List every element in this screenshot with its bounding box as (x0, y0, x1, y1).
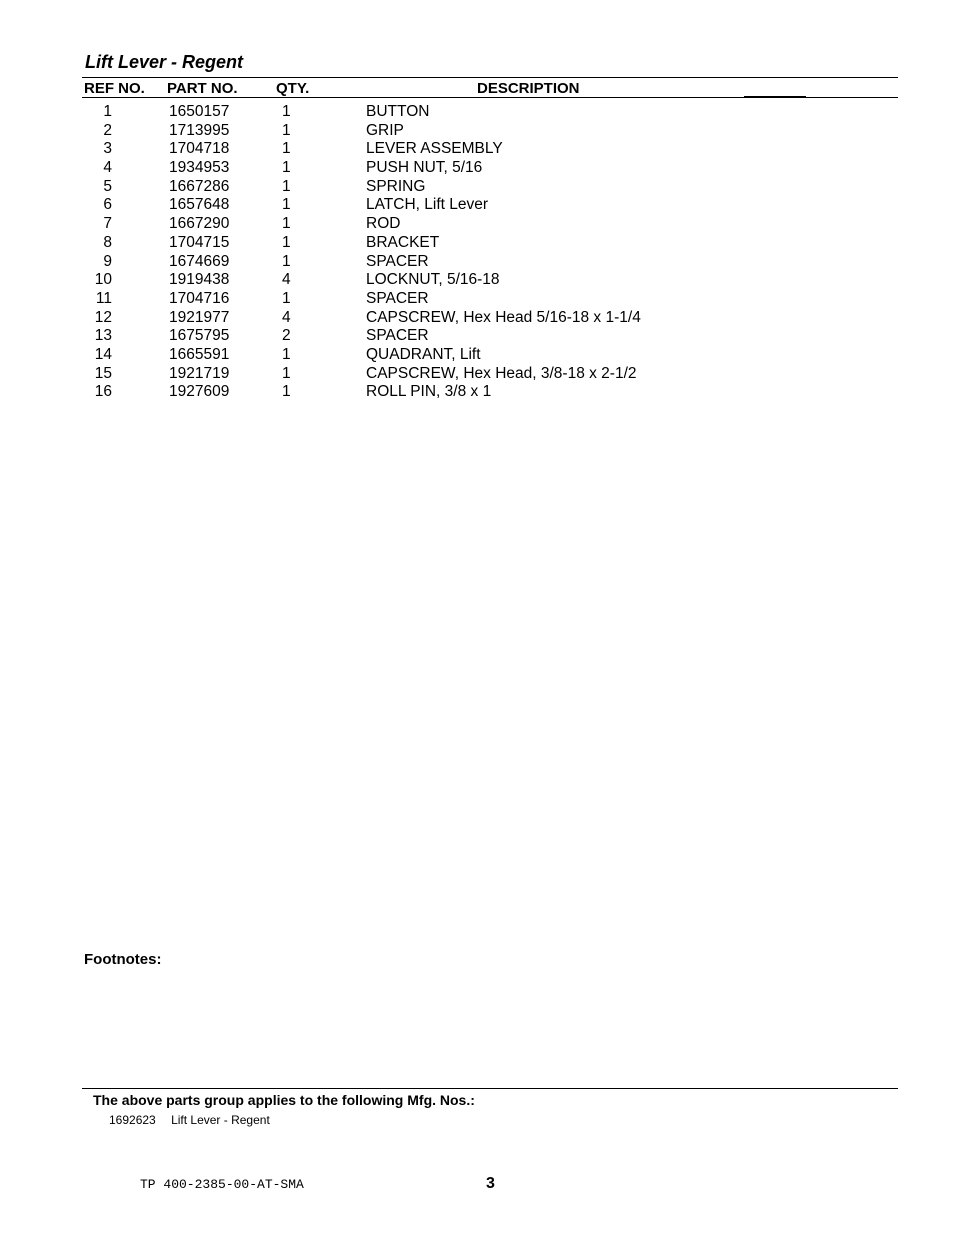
cell-part-no: 1704716 (169, 289, 230, 307)
header-description: DESCRIPTION (477, 80, 580, 97)
title-divider (82, 77, 898, 78)
cell-qty: 2 (282, 327, 291, 345)
cell-ref-no: 3 (103, 140, 112, 158)
cell-qty: 1 (282, 364, 291, 382)
cell-description: LOCKNUT, 5/16-18 (366, 271, 500, 289)
mfg-number: 1692623 (109, 1113, 156, 1127)
cell-part-no: 1657648 (169, 196, 230, 214)
cell-description: BRACKET (366, 233, 440, 251)
cell-ref-no: 2 (103, 121, 112, 139)
cell-ref-no: 12 (94, 308, 112, 326)
table-row (82, 103, 898, 122)
cell-ref-no: 10 (94, 271, 112, 289)
table-row (82, 140, 898, 159)
parts-table (82, 103, 898, 402)
cell-ref-no: 8 (103, 233, 112, 251)
cell-qty: 1 (282, 159, 291, 177)
footnotes-label: Footnotes: (84, 951, 162, 968)
cell-description: SPACER (366, 252, 429, 270)
cell-ref-no: 1 (103, 103, 112, 120)
cell-qty: 1 (282, 252, 291, 270)
cell-qty: 1 (282, 196, 291, 214)
cell-ref-no: 16 (94, 383, 112, 401)
page-title: Lift Lever - Regent (85, 52, 244, 72)
cell-ref-no: 4 (103, 159, 112, 177)
footer-divider (82, 1088, 898, 1089)
cell-qty: 4 (282, 271, 291, 289)
table-row (82, 196, 898, 215)
table-row (82, 365, 898, 384)
table-row (82, 327, 898, 346)
cell-description: CAPSCREW, Hex Head 5/16-18 x 1-1/4 (366, 308, 641, 326)
page-number: 3 (486, 1175, 495, 1192)
cell-qty: 1 (282, 103, 291, 120)
cell-description: CAPSCREW, Hex Head, 3/8-18 x 2-1/2 (366, 364, 637, 382)
cell-part-no: 1674669 (169, 252, 230, 270)
mfg-name: Lift Lever - Regent (171, 1113, 270, 1127)
table-row (82, 122, 898, 141)
cell-ref-no: 11 (95, 289, 112, 307)
cell-part-no: 1667290 (169, 215, 230, 233)
table-row (82, 215, 898, 234)
cell-part-no: 1934953 (169, 159, 230, 177)
table-row (82, 271, 898, 290)
cell-part-no: 1921977 (169, 308, 230, 326)
table-row (82, 253, 898, 272)
table-row (82, 178, 898, 197)
cell-part-no: 1650157 (169, 103, 230, 120)
cell-qty: 1 (282, 121, 291, 139)
cell-ref-no: 13 (94, 327, 112, 345)
cell-part-no: 1704715 (169, 233, 230, 251)
cell-part-no: 1667286 (169, 177, 230, 195)
cell-ref-no: 15 (94, 364, 112, 382)
cell-part-no: 1919438 (169, 271, 230, 289)
table-row (82, 290, 898, 309)
cell-description: BUTTON (366, 103, 430, 120)
cell-description: LATCH, Lift Lever (366, 196, 489, 214)
cell-description: ROLL PIN, 3/8 x 1 (366, 383, 492, 401)
cell-part-no: 1675795 (169, 327, 230, 345)
table-row (82, 159, 898, 178)
cell-description: QUADRANT, Lift (366, 345, 481, 363)
header-part-no: PART NO. (167, 80, 238, 97)
cell-description: ROD (366, 215, 401, 233)
table-row (82, 309, 898, 328)
cell-ref-no: 7 (103, 215, 112, 233)
applies-label: The above parts group applies to the following Mfg. Nos.: (93, 1092, 475, 1108)
cell-qty: 1 (282, 383, 291, 401)
cell-qty: 1 (282, 215, 291, 233)
cell-part-no: 1921719 (169, 364, 230, 382)
header-qty: QTY. (276, 80, 310, 97)
document-code: TP 400-2385-00-AT-SMA (140, 1177, 304, 1192)
cell-qty: 1 (282, 233, 291, 251)
cell-description: SPRING (366, 177, 426, 195)
cell-qty: 1 (282, 345, 291, 363)
cell-ref-no: 6 (103, 196, 112, 214)
mfg-entry (109, 1113, 282, 1127)
cell-ref-no: 5 (103, 177, 112, 195)
cell-description: SPACER (366, 289, 429, 307)
cell-description: GRIP (366, 121, 404, 139)
cell-ref-no: 9 (103, 252, 112, 270)
cell-qty: 1 (282, 289, 291, 307)
cell-description: SPACER (366, 327, 429, 345)
cell-qty: 4 (282, 308, 291, 326)
cell-qty: 1 (282, 177, 291, 195)
cell-part-no: 1704718 (169, 140, 230, 158)
cell-description: LEVER ASSEMBLY (366, 140, 503, 158)
header-divider-accent (744, 96, 806, 98)
cell-part-no: 1713995 (169, 121, 230, 139)
cell-ref-no: 14 (94, 345, 112, 363)
header-ref-no: REF NO. (84, 80, 145, 97)
table-row (82, 346, 898, 365)
cell-qty: 1 (282, 140, 291, 158)
table-row (82, 383, 898, 402)
cell-description: PUSH NUT, 5/16 (366, 159, 483, 177)
table-row (82, 234, 898, 253)
cell-part-no: 1665591 (169, 345, 230, 363)
cell-part-no: 1927609 (169, 383, 230, 401)
